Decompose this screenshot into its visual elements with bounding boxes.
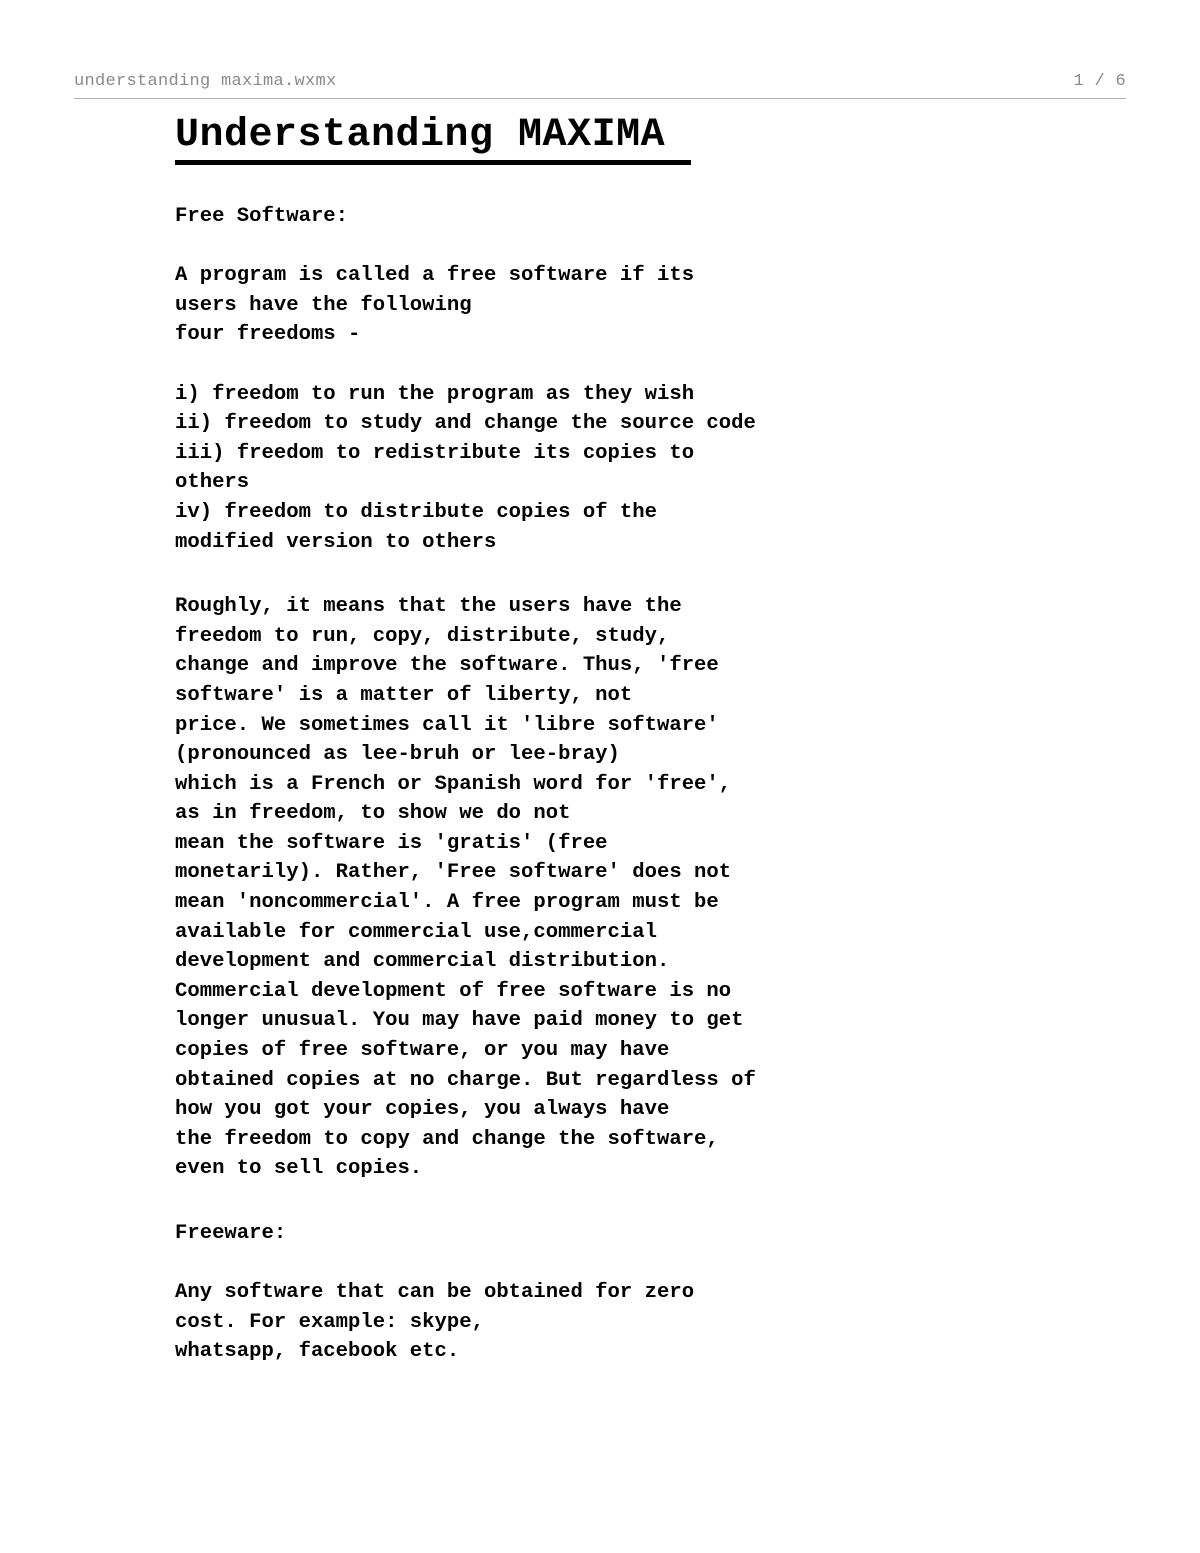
header-filename: understanding maxima.wxmx: [74, 72, 337, 91]
list-item: others: [175, 471, 250, 495]
document-content: [175, 112, 1075, 1367]
text-line: four freedoms -: [175, 323, 361, 347]
text-line: how you got your copies, you always have: [175, 1098, 670, 1122]
text-line: which is a French or Spanish word for 'free',: [175, 772, 732, 796]
freeware-description: [175, 1278, 1075, 1367]
text-line: copies of free software, or you may have: [175, 1039, 670, 1063]
text-line: (pronounced as lee-bruh or lee-bray): [175, 743, 620, 767]
freedoms-list: [175, 380, 1075, 558]
list-item: i) freedom to run the program as they wish: [175, 382, 695, 406]
text-line: Any software that can be obtained for zero: [175, 1281, 695, 1305]
section-heading-free-software: Free Software:: [175, 205, 349, 228]
text-line: price. We sometimes call it 'libre software': [175, 713, 719, 737]
text-line: users have the following: [175, 293, 472, 317]
text-line: software' is a matter of liberty, not: [175, 683, 633, 707]
text-line: change and improve the software. Thus, 'free: [175, 654, 719, 678]
page-header: [74, 72, 1126, 99]
text-line: mean 'noncommercial'. A free program must be: [175, 891, 719, 915]
text-line: available for commercial use,commercial: [175, 920, 657, 944]
text-line: development and commercial distribution.: [175, 950, 670, 974]
list-item: modified version to others: [175, 530, 497, 554]
free-software-explanation: [175, 592, 1075, 1184]
text-line: A program is called a free software if its: [175, 264, 695, 288]
text-line: cost. For example: skype,: [175, 1310, 484, 1334]
text-line: longer unusual. You may have paid money to get: [175, 1009, 744, 1033]
text-line: even to sell copies.: [175, 1157, 423, 1181]
list-item: iii) freedom to redistribute its copies to: [175, 441, 695, 465]
text-line: Commercial development of free software is no: [175, 979, 732, 1003]
text-line: monetarily). Rather, 'Free software' does not: [175, 861, 732, 885]
text-line: the freedom to copy and change the software,: [175, 1127, 719, 1151]
section-heading-freeware: Freeware:: [175, 1222, 287, 1245]
header-page-indicator: 1 / 6: [1073, 72, 1126, 91]
list-item: ii) freedom to study and change the source code: [175, 412, 756, 436]
document-title: Understanding MAXIMA: [175, 112, 691, 165]
text-line: obtained copies at no charge. But regardless of: [175, 1068, 756, 1092]
text-line: freedom to run, copy, distribute, study,: [175, 624, 670, 648]
free-software-intro: [175, 261, 1075, 350]
text-line: mean the software is 'gratis' (free: [175, 831, 608, 855]
text-line: whatsapp, facebook etc.: [175, 1340, 460, 1364]
text-line: as in freedom, to show we do not: [175, 802, 571, 826]
text-line: Roughly, it means that the users have the: [175, 595, 682, 619]
list-item: iv) freedom to distribute copies of the: [175, 500, 657, 524]
